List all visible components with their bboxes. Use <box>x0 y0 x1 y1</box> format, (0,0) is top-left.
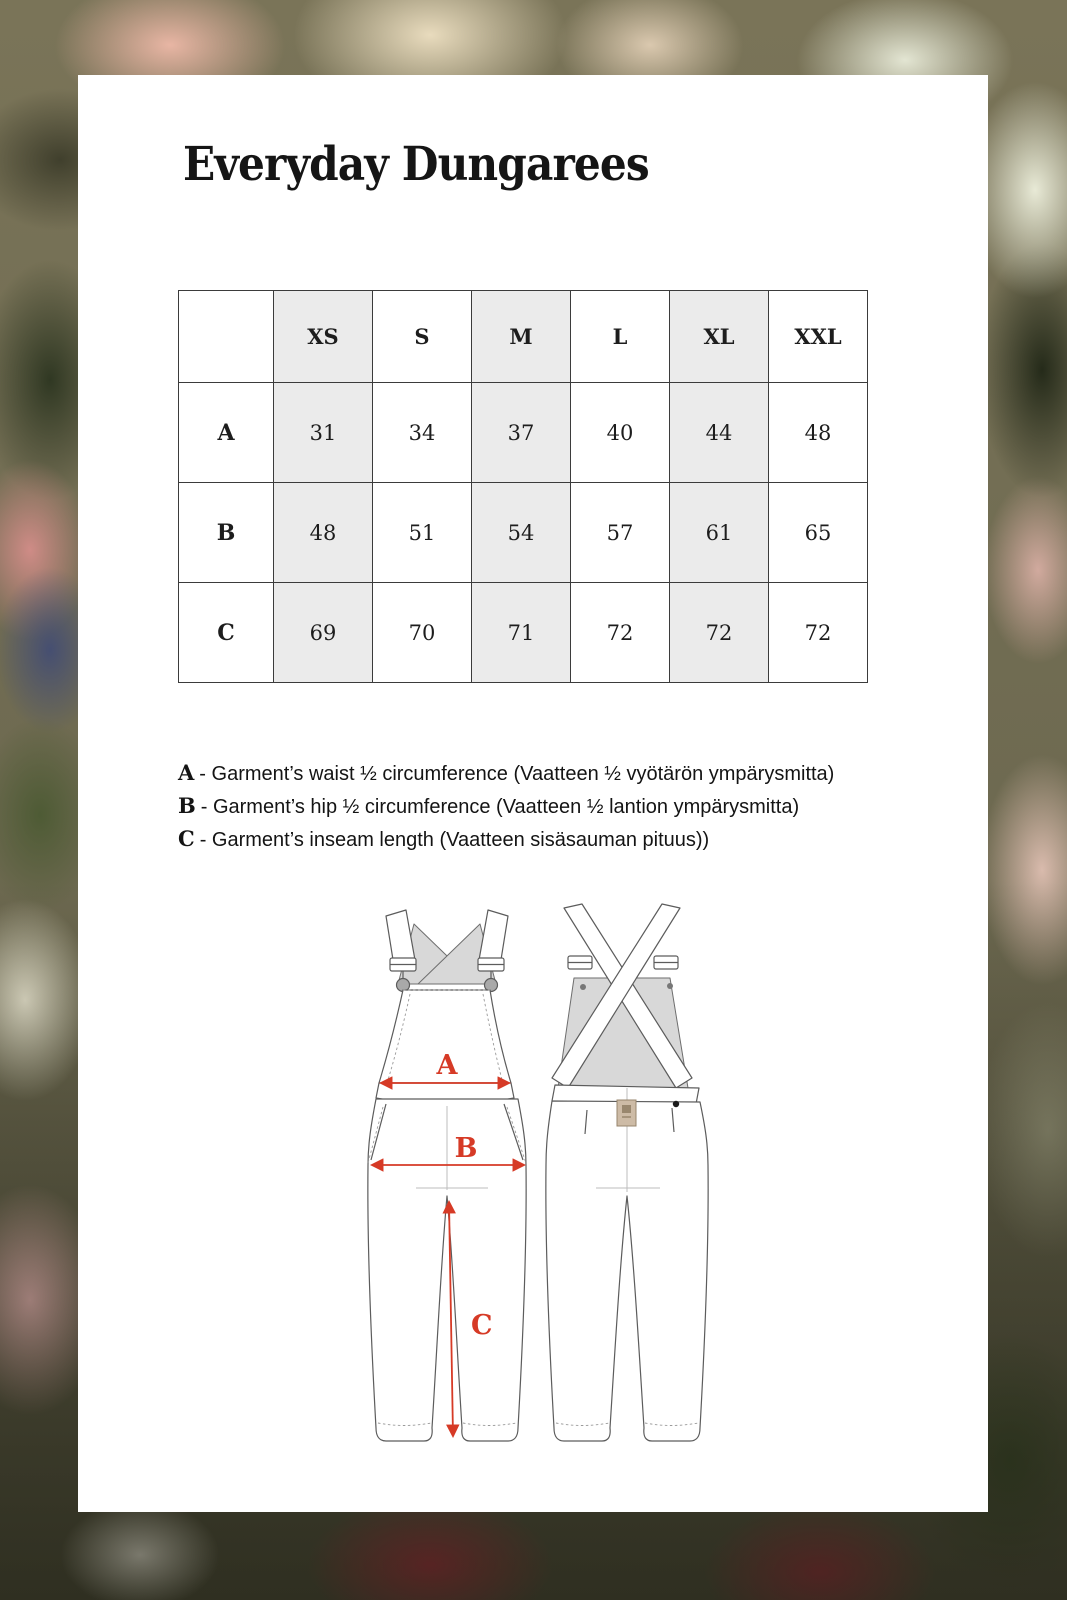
size-chart-header-row <box>179 291 868 383</box>
header-size-s: S <box>373 291 472 383</box>
size-chart-table <box>178 290 868 683</box>
value-b-s: 51 <box>373 483 472 583</box>
legend-text-b: - Garment’s hip ½ circumference (Vaatteen ½ lantion ympärysmitta) <box>200 796 800 818</box>
table-row-a <box>179 383 868 483</box>
legend-text-a: - Garment’s waist ½ circumference (Vaatteen ½ vyötärön ympärysmitta) <box>199 763 835 785</box>
value-c-xs: 69 <box>274 583 373 683</box>
measurement-legend <box>178 757 918 856</box>
value-a-l: 40 <box>571 383 670 483</box>
value-b-l: 57 <box>571 483 670 583</box>
back-view <box>546 904 708 1441</box>
value-b-xxl: 65 <box>769 483 868 583</box>
table-row-b <box>179 483 868 583</box>
value-a-xl: 44 <box>670 383 769 483</box>
header-size-xs: XS <box>274 291 373 383</box>
legend-line-c <box>178 823 918 856</box>
header-size-xxl: XXL <box>769 291 868 383</box>
value-b-xs: 48 <box>274 483 373 583</box>
value-b-xl: 61 <box>670 483 769 583</box>
legend-line-b <box>178 790 918 823</box>
legend-line-a <box>178 757 918 790</box>
legend-text-c: - Garment’s inseam length (Vaatteen sisäsauman pituus)) <box>199 829 710 851</box>
back-label-patch <box>617 1100 636 1126</box>
row-label-c: C <box>179 583 274 683</box>
value-c-s: 70 <box>373 583 472 683</box>
legend-letter-a: A <box>178 760 195 785</box>
value-a-m: 37 <box>472 383 571 483</box>
dungarees-technical-drawing <box>340 882 712 1448</box>
header-size-l: L <box>571 291 670 383</box>
front-view <box>368 910 526 1441</box>
legend-letter-b: B <box>178 793 196 818</box>
header-size-xl: XL <box>670 291 769 383</box>
row-label-b: B <box>179 483 274 583</box>
value-c-xxl: 72 <box>769 583 868 683</box>
value-c-l: 72 <box>571 583 670 683</box>
back-button-right <box>667 983 673 989</box>
header-empty-cell <box>179 291 274 383</box>
value-c-xl: 72 <box>670 583 769 683</box>
measure-label-b: B <box>454 1133 478 1164</box>
row-label-a: A <box>179 383 274 483</box>
legend-letter-c: C <box>178 826 195 851</box>
value-b-m: 54 <box>472 483 571 583</box>
value-c-m: 71 <box>472 583 571 683</box>
table-row-c <box>179 583 868 683</box>
back-buckle-right <box>654 956 678 969</box>
back-waist-button <box>673 1101 679 1107</box>
header-size-m: M <box>472 291 571 383</box>
page-title: Everyday Dungarees <box>183 137 649 192</box>
size-chart-card <box>78 75 988 1512</box>
value-a-xxl: 48 <box>769 383 868 483</box>
back-button-left <box>580 984 586 990</box>
value-a-s: 34 <box>373 383 472 483</box>
measure-label-c: C <box>471 1310 493 1341</box>
measure-label-a: A <box>436 1050 458 1081</box>
value-a-xs: 31 <box>274 383 373 483</box>
back-buckle-left <box>568 956 592 969</box>
